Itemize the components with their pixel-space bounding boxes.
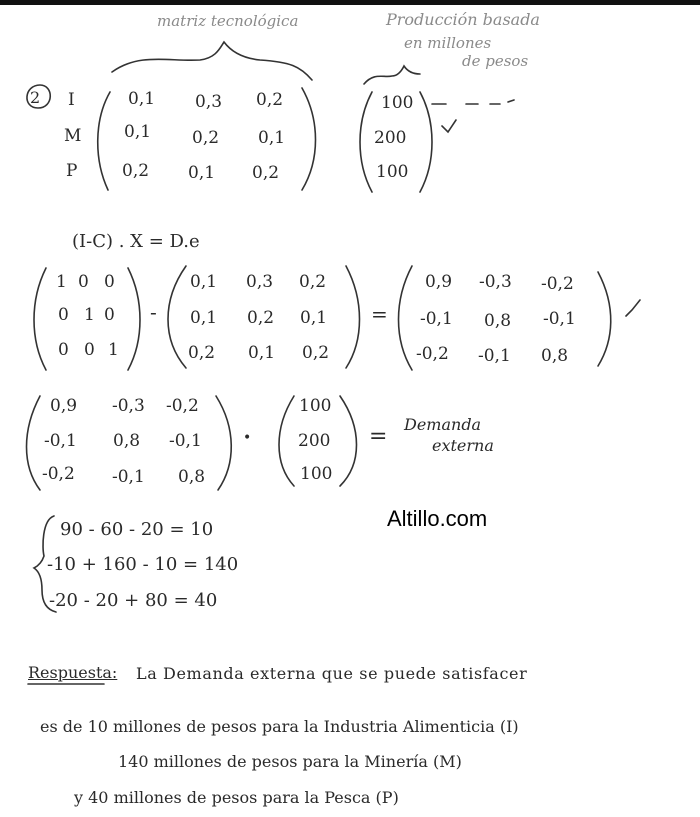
matrix-title-brace [112,42,312,80]
product-vector-cell: 100 [300,464,333,484]
problem-number: 2 [30,88,41,107]
product-matrix-right-paren [216,396,231,490]
matrix-c-copy-cell: 0,2 [299,272,327,292]
production-cell: 100 [381,93,414,113]
system-line-1: 90 - 60 - 20 = 10 [60,519,214,540]
dot-operator: • [243,430,252,446]
watermark-text: Altillo.com [387,506,488,531]
result-cell: -0,2 [416,344,449,364]
check-mark-1 [442,120,456,132]
system-line-3: -20 - 20 + 80 = 40 [49,590,218,611]
product-matrix-cell: -0,3 [112,396,145,416]
product-matrix-cell: 0,9 [50,396,78,416]
demand-label-line-2: externa [432,436,494,455]
identity-cell: 0 [104,305,115,325]
matrix-c-copy-cell: 0,2 [247,308,275,328]
answer-line-2: es de 10 millones de pesos para la Industria Alimenticia (I) [40,717,519,736]
identity-right-paren [128,268,140,370]
product-vector-cell: 100 [299,396,332,416]
matrix-c-cell: 0,3 [195,92,223,112]
product-vector-left-paren [279,396,294,486]
product-matrix-cell: -0,1 [44,431,77,451]
check-mark-2 [626,300,640,316]
product-matrix-cell: 0,8 [178,467,206,487]
production-note-line-1: Producción basada [386,10,540,29]
matrix-c-copy-cell: 0,1 [190,272,218,292]
answer-line-4: y 40 millones de pesos para la Pesca (P) [74,788,399,807]
product-matrix-left-paren [27,396,41,490]
row-label-m: M [64,126,82,146]
matrix-c-copy-left-paren [168,266,186,368]
result-cell: -0,1 [478,346,511,366]
result-cell: -0,3 [479,272,512,292]
production-cell: 200 [374,128,407,148]
identity-cell: 0 [58,305,69,325]
identity-cell: 0 [58,340,69,360]
production-brace [364,66,420,84]
equation: (I-C) . X = D.e [72,231,200,252]
system-line-2: -10 + 160 - 10 = 140 [47,554,239,575]
matrix-c-cell: 0,1 [188,163,216,183]
row-label-p: P [66,161,78,181]
product-matrix-cell: -0,2 [42,464,75,484]
equals-sign: = [371,302,388,326]
matrix-c-copy-right-paren [346,266,360,368]
identity-cell: 0 [84,340,95,360]
matrix-c-cell: 0,2 [256,90,284,110]
matrix-c-copy-cell: 0,2 [188,343,216,363]
matrix-c-copy-cell: 0,1 [248,343,276,363]
production-note-line-3: de pesos [462,52,529,70]
matrix-c-copy-cell: 0,3 [246,272,274,292]
production-left-paren [360,92,372,192]
product-equals-sign: = [369,424,388,449]
product-vector-cell: 200 [298,431,331,451]
matrix-c-right-paren [302,88,316,190]
product-matrix-cell: -0,2 [166,396,199,416]
matrix-c-copy-cell: 0,1 [300,308,328,328]
product-vector-right-paren [340,396,357,486]
system-brace [34,516,56,612]
product-matrix-cell: -0,1 [169,431,202,451]
production-dashes [432,100,514,104]
matrix-c-cell: 0,2 [252,163,280,183]
result-right-paren [598,272,611,366]
result-cell: 0,8 [484,311,512,331]
matrix-c-copy-cell: 0,1 [190,308,218,328]
matrix-title: matriz tecnológica [157,12,299,30]
product-matrix-cell: 0,8 [113,431,141,451]
production-right-paren [420,92,432,192]
result-left-paren [399,266,413,370]
result-cell: -0,1 [543,309,576,329]
minus-sign: - [150,300,157,324]
matrix-c-cell: 0,1 [124,122,152,142]
row-label-i: I [68,90,75,110]
production-note-line-2: en millones [404,34,492,52]
problem-number-circle [27,85,50,108]
result-cell: -0,2 [541,274,574,294]
result-cell: -0,1 [420,309,453,329]
result-cell: 0,9 [425,272,453,292]
answer-heading: Respuesta: [28,663,118,682]
demand-label-line-1: Demanda [404,415,482,434]
matrix-c-cell: 0,2 [122,161,150,181]
identity-cell: 1 [84,305,95,325]
answer-line-1: La Demanda externa que se puede satisfacer [136,664,528,683]
identity-left-paren [34,268,46,370]
identity-cell: 1 [108,340,119,360]
result-cell: 0,8 [541,346,569,366]
matrix-c-left-paren [98,92,110,190]
identity-cell: 1 [56,272,67,292]
matrix-c-cell: 0,2 [192,128,220,148]
answer-line-3: 140 millones de pesos para la Minería (M) [118,752,462,771]
matrix-c-copy-cell: 0,2 [302,343,330,363]
identity-cell: 0 [104,272,115,292]
identity-cell: 0 [78,272,89,292]
matrix-c-cell: 0,1 [128,89,156,109]
production-cell: 100 [376,162,409,182]
matrix-c-cell: 0,1 [258,128,286,148]
product-matrix-cell: -0,1 [112,467,145,487]
